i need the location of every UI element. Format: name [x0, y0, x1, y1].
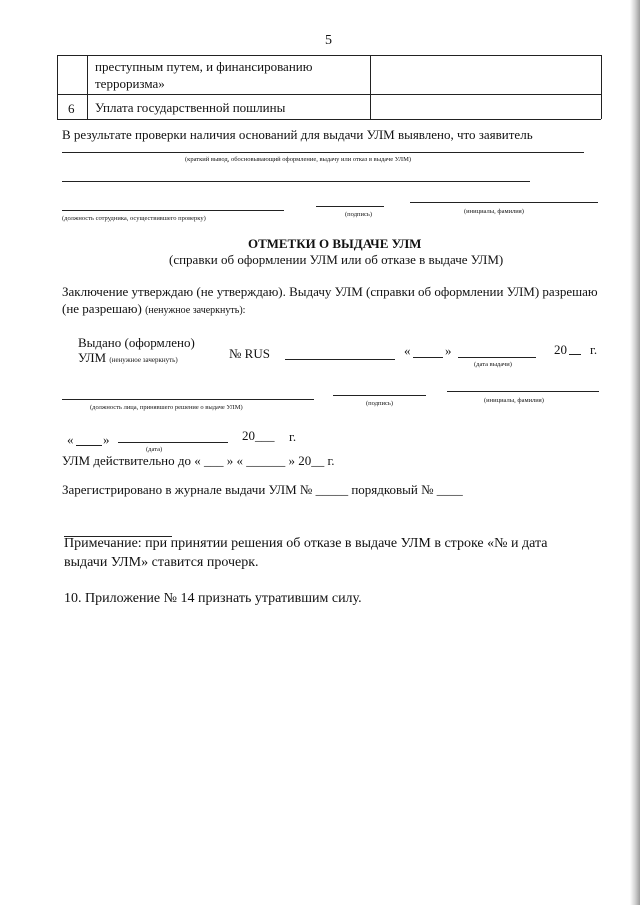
table-row-text: терроризма» — [95, 76, 165, 91]
approval-option: (не разрешаю) — [62, 301, 142, 316]
approval-text-cont — [62, 301, 245, 317]
approver-signature-caption: (подпись) — [366, 400, 393, 407]
date-open-quote: « — [404, 343, 411, 358]
day-field[interactable] — [76, 445, 102, 446]
check-intro-text: В результате проверки наличия оснований для выдачи УЛМ выявлено, что заявитель — [62, 127, 533, 142]
approver-signature-line — [333, 395, 426, 396]
marks-title: ОТМЕТКИ О ВЫДАЧЕ УЛМ — [248, 236, 422, 251]
checker-position-line — [62, 210, 284, 211]
issue-year-prefix: 20 — [554, 342, 567, 357]
date-close-quote-2: » — [103, 432, 110, 447]
issue-year-suffix: г. — [590, 342, 598, 357]
date-year: 20___ — [242, 428, 275, 443]
note-line-1: Примечание: при принятии решения об отказе в выдаче УЛМ в строке «№ и дата — [64, 536, 548, 551]
checker-signature-line — [316, 206, 384, 207]
date-caption: (дата) — [146, 446, 163, 453]
table-row-number: 6 — [68, 101, 75, 116]
date-year-suffix: г. — [289, 429, 297, 444]
issued-ulm-label — [78, 350, 178, 366]
registration-text: Зарегистрировано в журнале выдачи УЛМ № _____ порядковый № ____ — [62, 482, 463, 497]
valid-until-text: УЛМ действительно до « ___ » « ______ » 20__ г. — [62, 453, 335, 468]
month-field[interactable] — [118, 442, 228, 443]
approver-name-caption: (инициалы, фамилия) — [484, 397, 544, 404]
conclusion-caption: (краткий вывод, обосновывающий оформление, выдачу или отказ в выдаче УЛМ) — [185, 156, 412, 163]
table-row-text: Уплата государственной пошлины — [95, 100, 286, 115]
approval-note: (ненужное зачеркнуть): — [145, 305, 246, 316]
note-line-2: выдачи УЛМ» ставится прочерк. — [64, 555, 259, 570]
rus-number-field[interactable] — [285, 359, 395, 360]
scan-edge-shadow — [630, 0, 640, 905]
checker-name-line — [410, 202, 598, 203]
approver-name-line — [447, 391, 599, 392]
page-number: 5 — [325, 33, 332, 48]
checker-name-caption: (инициалы, фамилия) — [464, 208, 524, 215]
issue-date-caption: (дата выдачи) — [474, 361, 512, 368]
date-open-quote-2: « — [67, 432, 74, 447]
approval-text: Заключение утверждаю (не утверждаю). Выдачу УЛМ (справки об оформлении УЛМ) разрешаю — [62, 284, 598, 299]
approver-position-line — [62, 399, 314, 400]
checker-position-caption: (должность сотрудника, осуществившего проверку) — [62, 215, 206, 222]
issued-note: (ненужное зачеркнуть) — [109, 356, 178, 364]
conclusion-line-2 — [62, 181, 530, 182]
item-10-text: 10. Приложение № 14 признать утратившим силу. — [64, 591, 362, 606]
issue-year-field[interactable] — [569, 354, 581, 355]
issue-month-field[interactable] — [458, 357, 536, 358]
date-close-quote: » — [445, 343, 452, 358]
checker-signature-caption: (подпись) — [345, 211, 372, 218]
rus-label: № RUS — [229, 346, 270, 361]
approver-position-caption: (должность лица, принявшего решение о выдаче УЛМ) — [90, 404, 243, 411]
marks-subtitle: (справки об оформлении УЛМ или об отказе в выдаче УЛМ) — [169, 252, 504, 267]
table-row-text: преступным путем, и финансированию — [95, 59, 313, 74]
issued-ulm-text: УЛМ — [78, 350, 107, 365]
issue-day-field[interactable] — [413, 357, 443, 358]
issued-label: Выдано (оформлено) — [78, 335, 195, 350]
conclusion-line — [62, 152, 584, 153]
